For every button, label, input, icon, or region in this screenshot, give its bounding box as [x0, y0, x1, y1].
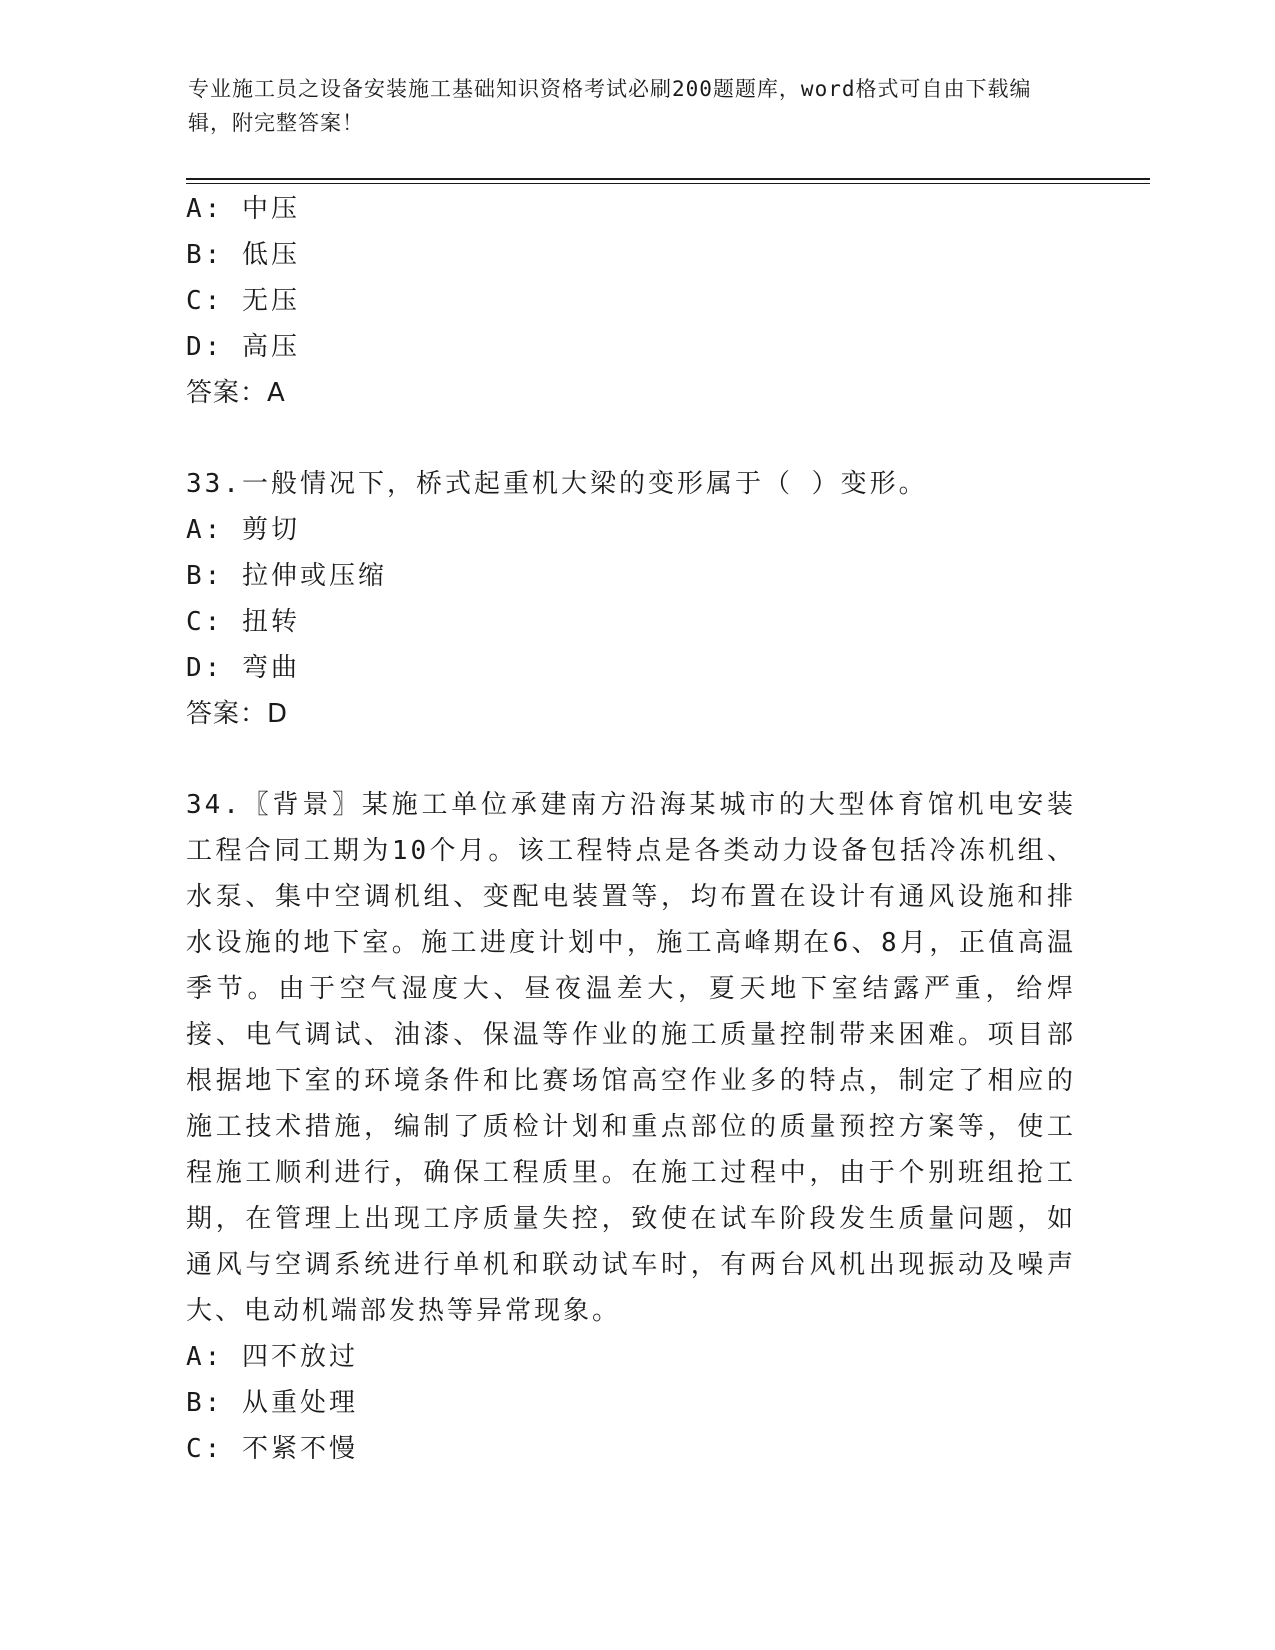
option-d: D: 弯曲 — [186, 653, 300, 683]
option-b: B: 低压 — [186, 240, 300, 270]
question-33-block — [186, 461, 1076, 737]
option-a: A: 剪切 — [186, 515, 300, 545]
option-b: B: 从重处理 — [186, 1388, 358, 1418]
header-divider-thick — [186, 178, 1150, 180]
option-c: C: 不紧不慢 — [186, 1434, 358, 1464]
option-c: C: 无压 — [186, 286, 300, 316]
option-b: B: 拉伸或压缩 — [186, 561, 387, 591]
question-32-block — [186, 186, 1076, 416]
header-divider-thin — [186, 183, 1150, 184]
answer-line: 答案：A — [186, 378, 286, 408]
option-a: A: 中压 — [186, 194, 300, 224]
question-text: 34.〖背景〗某施工单位承建南方沿海某城市的大型体育馆机电安装工程合同工期为10个月。该工程特点是各类动力设备包括冷冻机组、水泵、集中空调机组、变配电装置等，均布置在设计有通风设施和排水设施的地下室。施工进度计划中，施工高峰期在6、8月，正值高温季节。由于空气湿度大、昼夜温差大，夏天地下室结露严重，给焊接、电气调试、油漆、保温等作业的施工质量控制带来困难。项目部根据地下室的环境条件和比赛场馆高空作业多的特点，制定了相应的施工技术措施，编制了质检计划和重点部位的质量预控方案等，使工程施工顺利进行，确保工程质里。在施工过程中，由于个别班组抢工期，在管理上出现工序质量失控，致使在试车阶段发生质量问题，如通风与空调系统进行单机和联动试车时，有两台风机出现振动及噪声大、电动机端部发热等异常现象。 — [186, 790, 1076, 1326]
answer-line: 答案：D — [186, 699, 289, 729]
question-text: 33.一般情况下，桥式起重机大梁的变形属于（ ）变形。 — [186, 469, 928, 499]
spacer — [186, 737, 1076, 782]
option-a: A: 四不放过 — [186, 1342, 358, 1372]
option-c: C: 扭转 — [186, 607, 300, 637]
question-34-block — [186, 782, 1076, 1472]
option-d: D: 高压 — [186, 332, 300, 362]
spacer — [186, 416, 1076, 461]
question-content — [186, 186, 1076, 1472]
document-header-title: 专业施工员之设备安装施工基础知识资格考试必刷200题题库，word格式可自由下载编辑，附完整答案！ — [188, 77, 1032, 135]
